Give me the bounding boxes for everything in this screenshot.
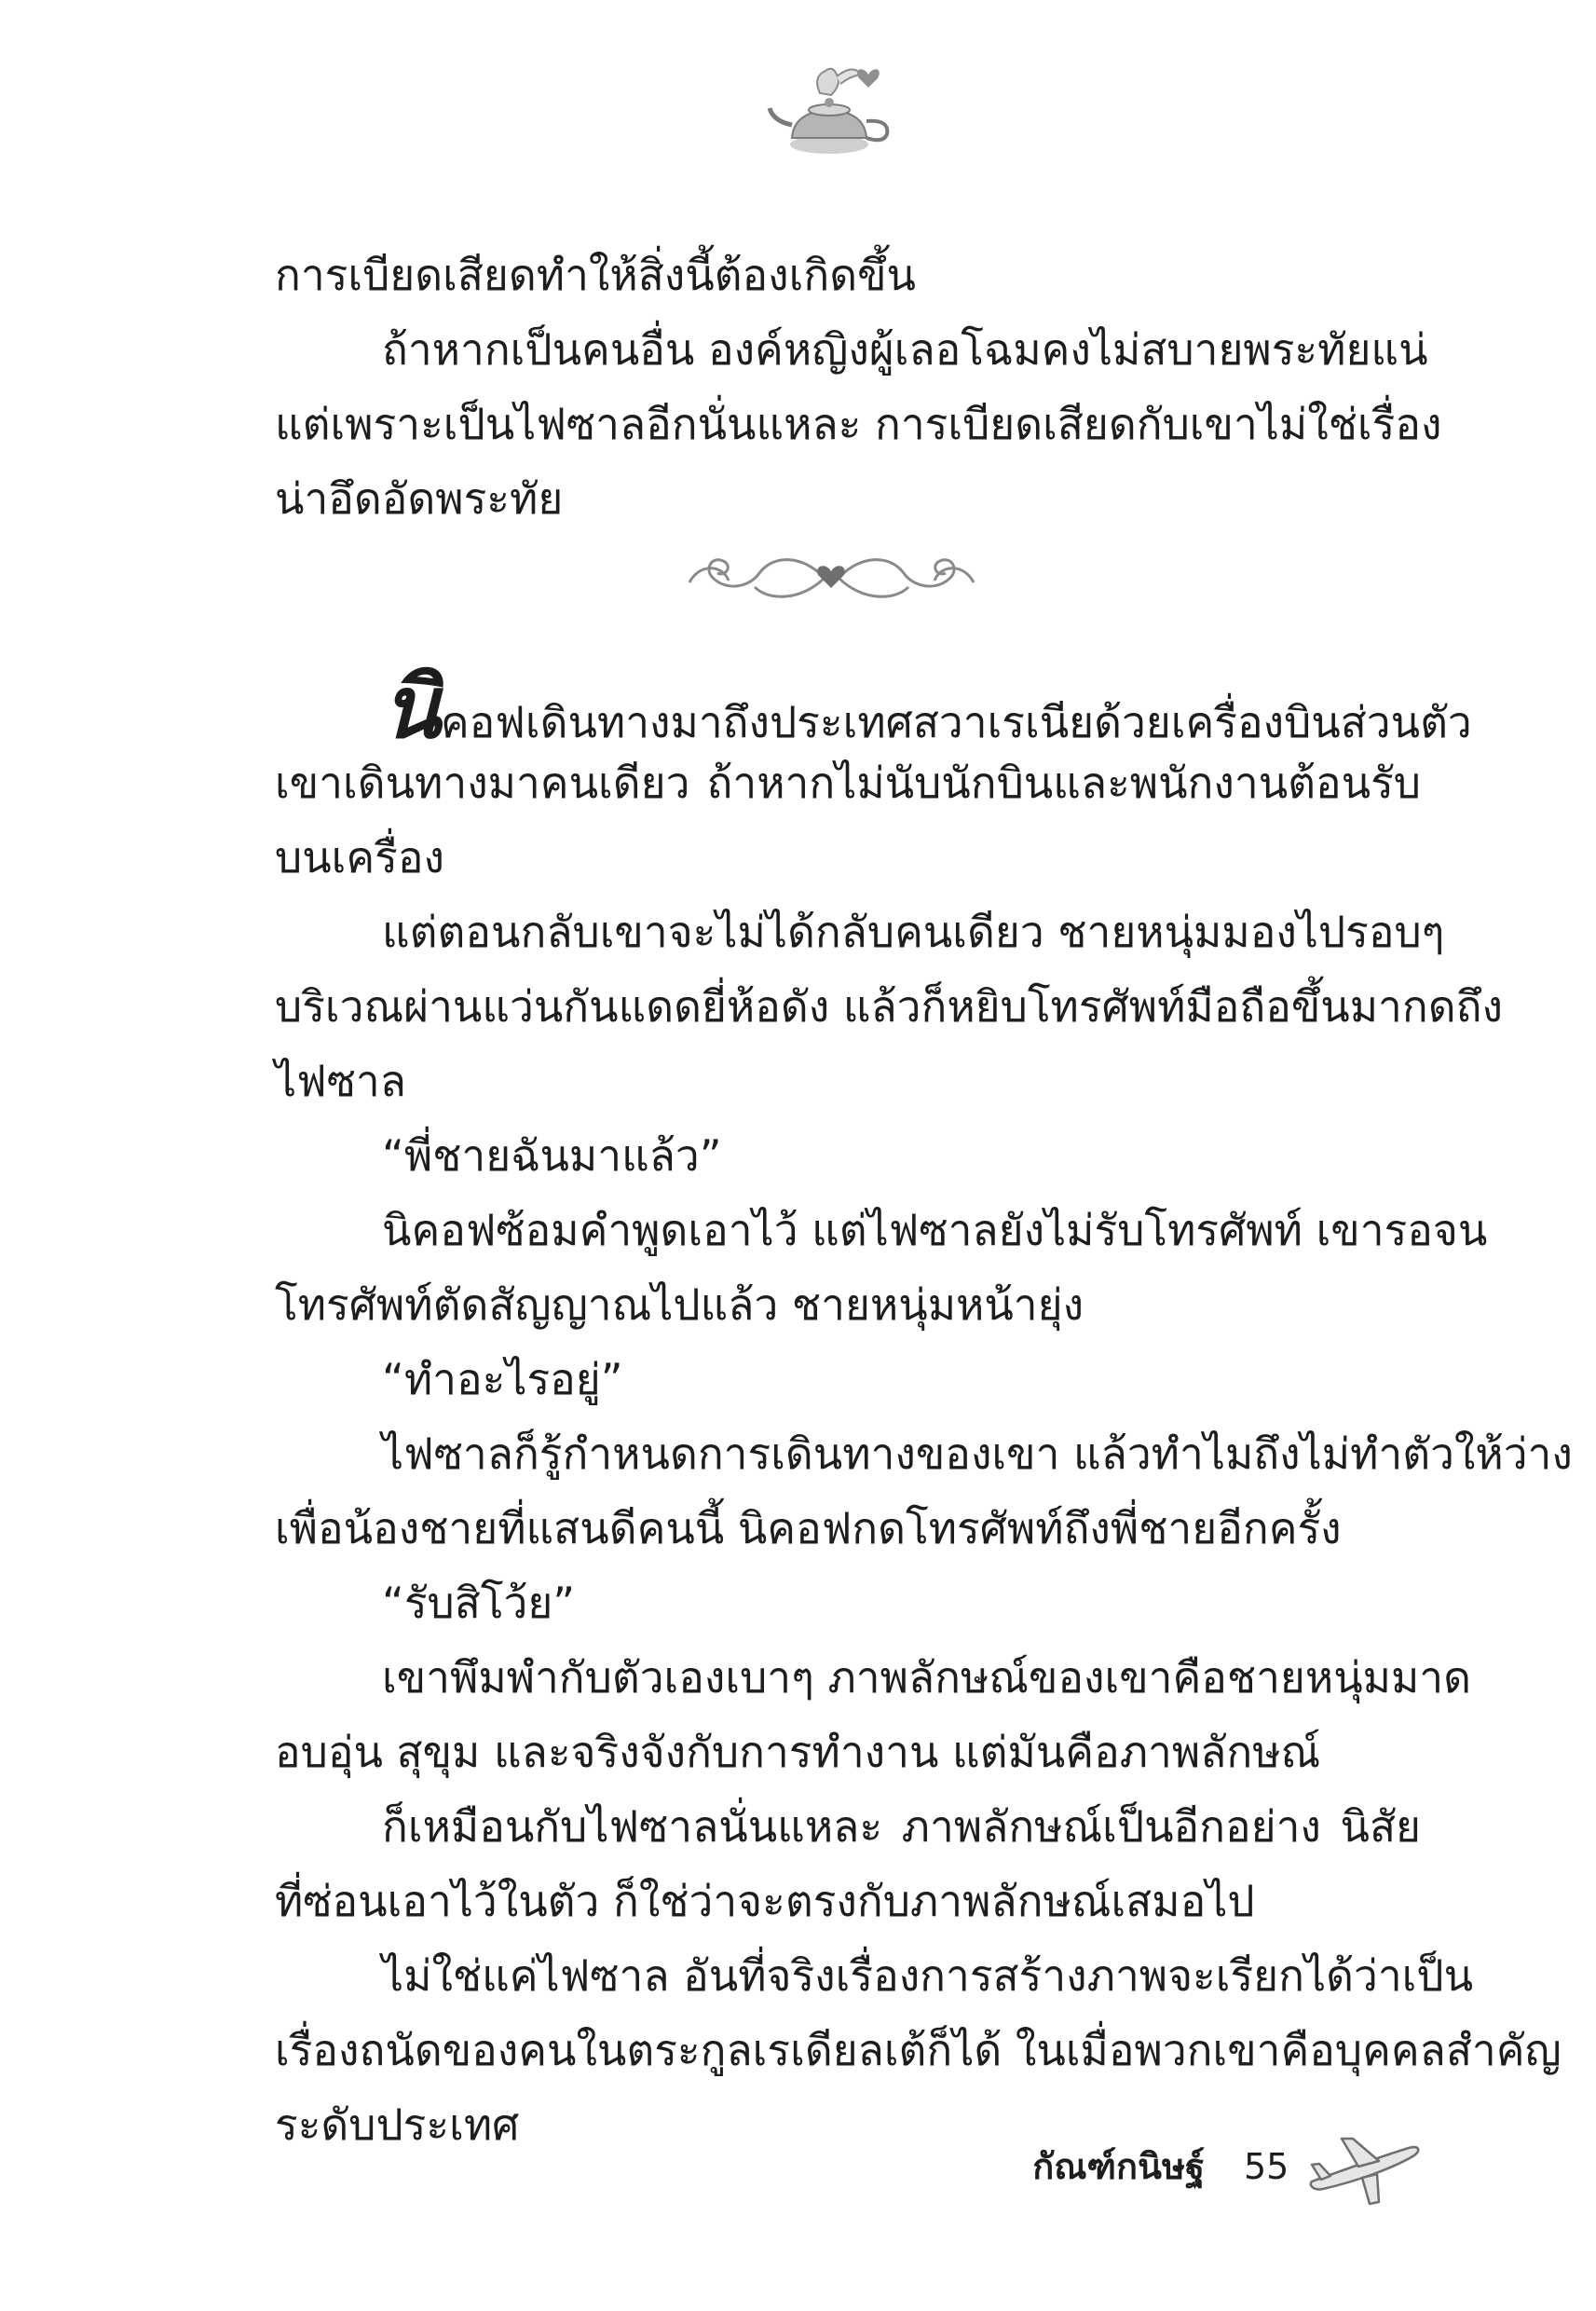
- text-line: เรื่องถนัดของคนในตระกูลเรเดียลเต้ก็ได้ ในเมื่อพวกเขาคือบุคคลสำคัญ: [275, 2025, 1562, 2075]
- text-line: น่าอึดอัดพระทัย: [275, 473, 564, 524]
- text-line: ไฟซาลก็รู้กำหนดการเดินทางของเขา แล้วทำไมถึงไม่ทำตัวให้ว่าง: [382, 1429, 1573, 1479]
- text-line: เขาเดินทางมาคนเดียว ถ้าหากไม่นับนักบินและพนักงานต้อนรับ: [275, 758, 1421, 808]
- page-number: 55: [1244, 2146, 1289, 2187]
- text-line: ก็เหมือนกับไฟซาลนั่นแหละ ภาพลักษณ์เป็นอีกอย่าง นิสัย: [382, 1801, 1421, 1852]
- airplane-icon: [1304, 2120, 1425, 2213]
- text-line: โทรศัพท์ตัดสัญญาณไปแล้ว ชายหนุ่มหน้ายุ่ง: [275, 1279, 1084, 1330]
- text-line: เขาพึมพำกับตัวเองเบาๆ ภาพลักษณ์ของเขาคือชายหนุ่มมาด: [382, 1652, 1472, 1702]
- text-line: “รับสิโว้ย”: [382, 1578, 576, 1628]
- text-line: “ทำอะไรอยู่”: [382, 1354, 623, 1404]
- text-line: แต่ตอนกลับเขาจะไม่ได้กลับคนเดียว ชายหนุ่มมองไปรอบๆ: [382, 907, 1445, 957]
- text-line: บริเวณผ่านแว่นกันแดดยี่ห้อดัง แล้วก็หยิบโทรศัพท์มือถือขึ้นมากดถึง: [275, 981, 1503, 1032]
- text-line: ถ้าหากเป็นคนอื่น องค์หญิงผู้เลอโฉมคงไม่สบายพระทัยแน่: [382, 324, 1428, 375]
- text-line: “พี่ชายฉันมาแล้ว”: [382, 1130, 722, 1181]
- book-title-footer: กัณฑ์กนิษฐ์: [1032, 2146, 1205, 2187]
- text-line: ไม่ใช่แค่ไฟซาล อันที่จริงเรื่องการสร้างภาพจะเรียกได้ว่าเป็น: [382, 1950, 1474, 2001]
- text-line: อบอุ่น สุขุม และจริงจังกับการทำงาน แต่มันคือภาพลักษณ์: [275, 1727, 1321, 1777]
- text-line: เพื่อน้องชายที่แสนดีคนนี้ นิคอฟกดโทรศัพท์ถึงพี่ชายอีกครั้ง: [275, 1503, 1342, 1553]
- drop-cap: นิ: [382, 658, 441, 758]
- teapot-cupid-ornament-icon: [764, 56, 904, 168]
- heart-flourish-divider-icon: [671, 536, 992, 620]
- text-line: การเบียดเสียดทำให้สิ่งนี้ต้องเกิดขึ้น: [275, 250, 916, 300]
- text-line: ที่ซ่อนเอาไว้ในตัว ก็ใช่ว่าจะตรงกับภาพลักษณ์เสมอไป: [275, 1876, 1255, 1926]
- text-line-rest: คอฟเดินทางมาถึงประเทศสวาเรเนียด้วยเครื่องบินส่วนตัว: [440, 697, 1472, 747]
- text-line: ไฟซาล: [275, 1056, 406, 1106]
- text-line: บนเครื่อง: [275, 832, 444, 882]
- text-line: [382, 658, 1472, 758]
- text-line: ระดับประเทศ: [275, 2099, 520, 2150]
- text-line: นิคอฟซ้อมคำพูดเอาไว้ แต่ไฟซาลยังไม่รับโทรศัพท์ เขารอจน: [382, 1205, 1488, 1255]
- text-line: แต่เพราะเป็นไฟซาลอีกนั่นแหละ การเบียดเสียดกับเขาไม่ใช่เรื่อง: [275, 399, 1442, 449]
